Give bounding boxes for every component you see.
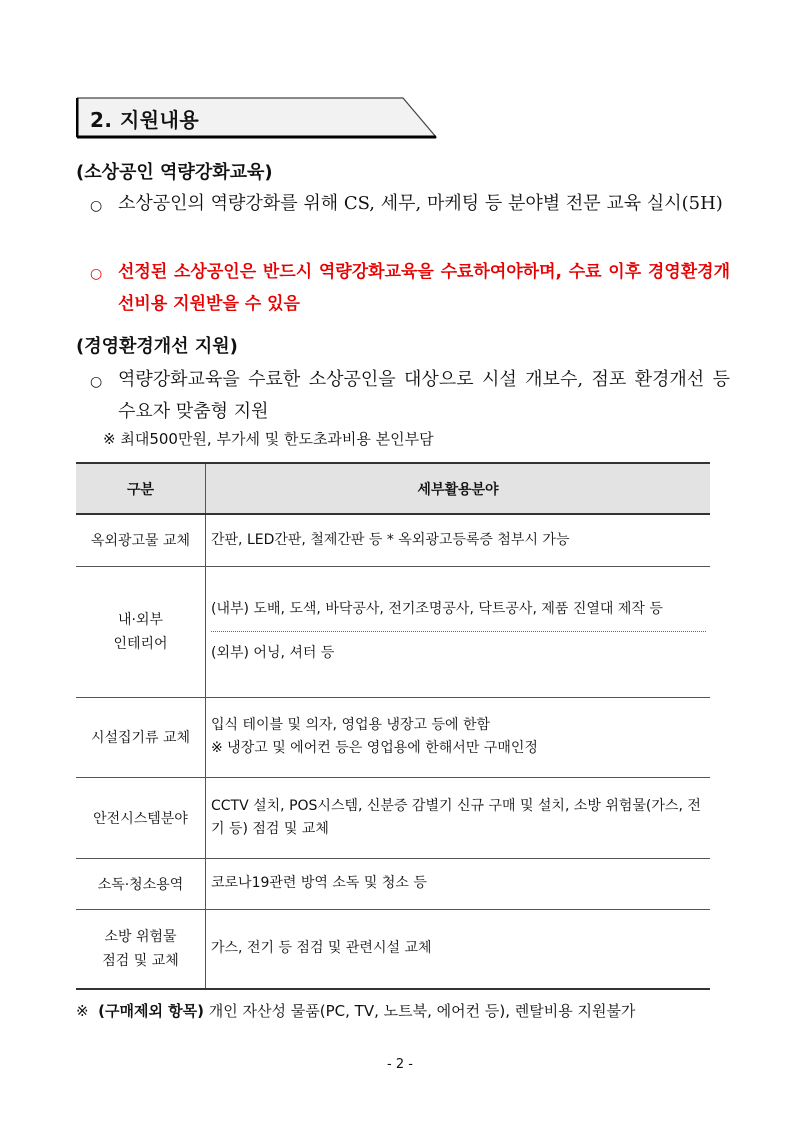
education-item-2 (90, 256, 730, 320)
education-item-2-text: 선정된 소상공인은 반드시 역량강화교육을 수료하여야하며, 수료 이후 경영환경개선비용 지원받을 수 있음 (118, 262, 730, 314)
row-detail: 가스, 전기 등 점검 및 관련시설 교체 (211, 940, 432, 957)
table-row (76, 777, 710, 858)
improvement-item-1-text: 역량강화교육을 수료한 소상공인을 대상으로 시설 개보수, 점포 환경개선 등 수요자 맞춤형 지원 (118, 369, 730, 422)
table-row (76, 858, 710, 909)
bullet-mark: ○ (90, 266, 103, 282)
row-category: 시설집기류 교체 (76, 697, 206, 777)
footnote-text: 개인 자산성 물품(PC, TV, 노트북, 에어컨 등), 렌탈비용 지원불가 (208, 1002, 636, 1020)
improvement-note: ※ 최대500만원, 부가세 및 한도초과비용 본인부담 (103, 430, 434, 448)
row-category: 소방 위험물 점검 및 교체 (76, 909, 206, 989)
bullet-mark: ○ (90, 198, 103, 214)
row-detail-inner: (내부) 도배, 도색, 바닥공사, 전기조명공사, 닥트공사, 제품 진열대 제작 등 (211, 590, 706, 632)
table-header-row (76, 463, 710, 514)
row-category: 소독·청소용역 (76, 858, 206, 909)
improvement-item-1 (90, 364, 730, 428)
footnote-bold: (구매제외 항목) (98, 1002, 204, 1020)
bullet-mark: ○ (90, 374, 103, 390)
section-title: 2. 지원내용 (90, 108, 200, 132)
education-heading: (소상공인 역량강화교육) (76, 162, 273, 183)
education-item-1-text: 소상공인의 역량강화를 위해 CS, 세무, 마케팅 등 분야별 전문 교육 실시(5H) (118, 193, 723, 214)
row-detail: 간판, LED간판, 철제간판 등 * 옥외광고등록증 첨부시 가능 (211, 531, 570, 548)
row-detail: 입식 테이블 및 의자, 영업용 냉장고 등에 한함 ※ 냉장고 및 에어컨 등은 영업용에 한해서만 구매인정 (211, 717, 538, 756)
section-title-box (76, 95, 448, 140)
page-number: - 2 - (387, 1057, 413, 1072)
table-row (76, 514, 710, 566)
table-row (76, 697, 710, 777)
row-detail: CCTV 설치, POS시스템, 신분증 감별기 신규 구매 및 설치, 소방 위험물(가스, 전기 등) 점검 및 교체 (211, 797, 701, 837)
row-category: 내·외부 인테리어 (76, 566, 206, 697)
support-table (76, 462, 710, 990)
table-row (76, 909, 710, 989)
row-category: 안전시스템분야 (76, 777, 206, 858)
footnote-mark: ※ (76, 1002, 89, 1020)
header-category: 구분 (76, 463, 206, 514)
education-item-1 (90, 188, 730, 220)
improvement-heading: (경영환경개선 지원) (76, 336, 238, 357)
table-row (76, 566, 710, 697)
row-detail (206, 566, 711, 697)
header-detail: 세부활용분야 (417, 481, 499, 498)
row-detail-outer: (외부) 어닝, 셔터 등 (211, 645, 335, 661)
purchase-exclusion-note (76, 1000, 635, 1021)
row-category: 옥외광고물 교체 (76, 514, 206, 566)
row-detail: 코로나19관련 방역 소독 및 청소 등 (211, 875, 427, 891)
